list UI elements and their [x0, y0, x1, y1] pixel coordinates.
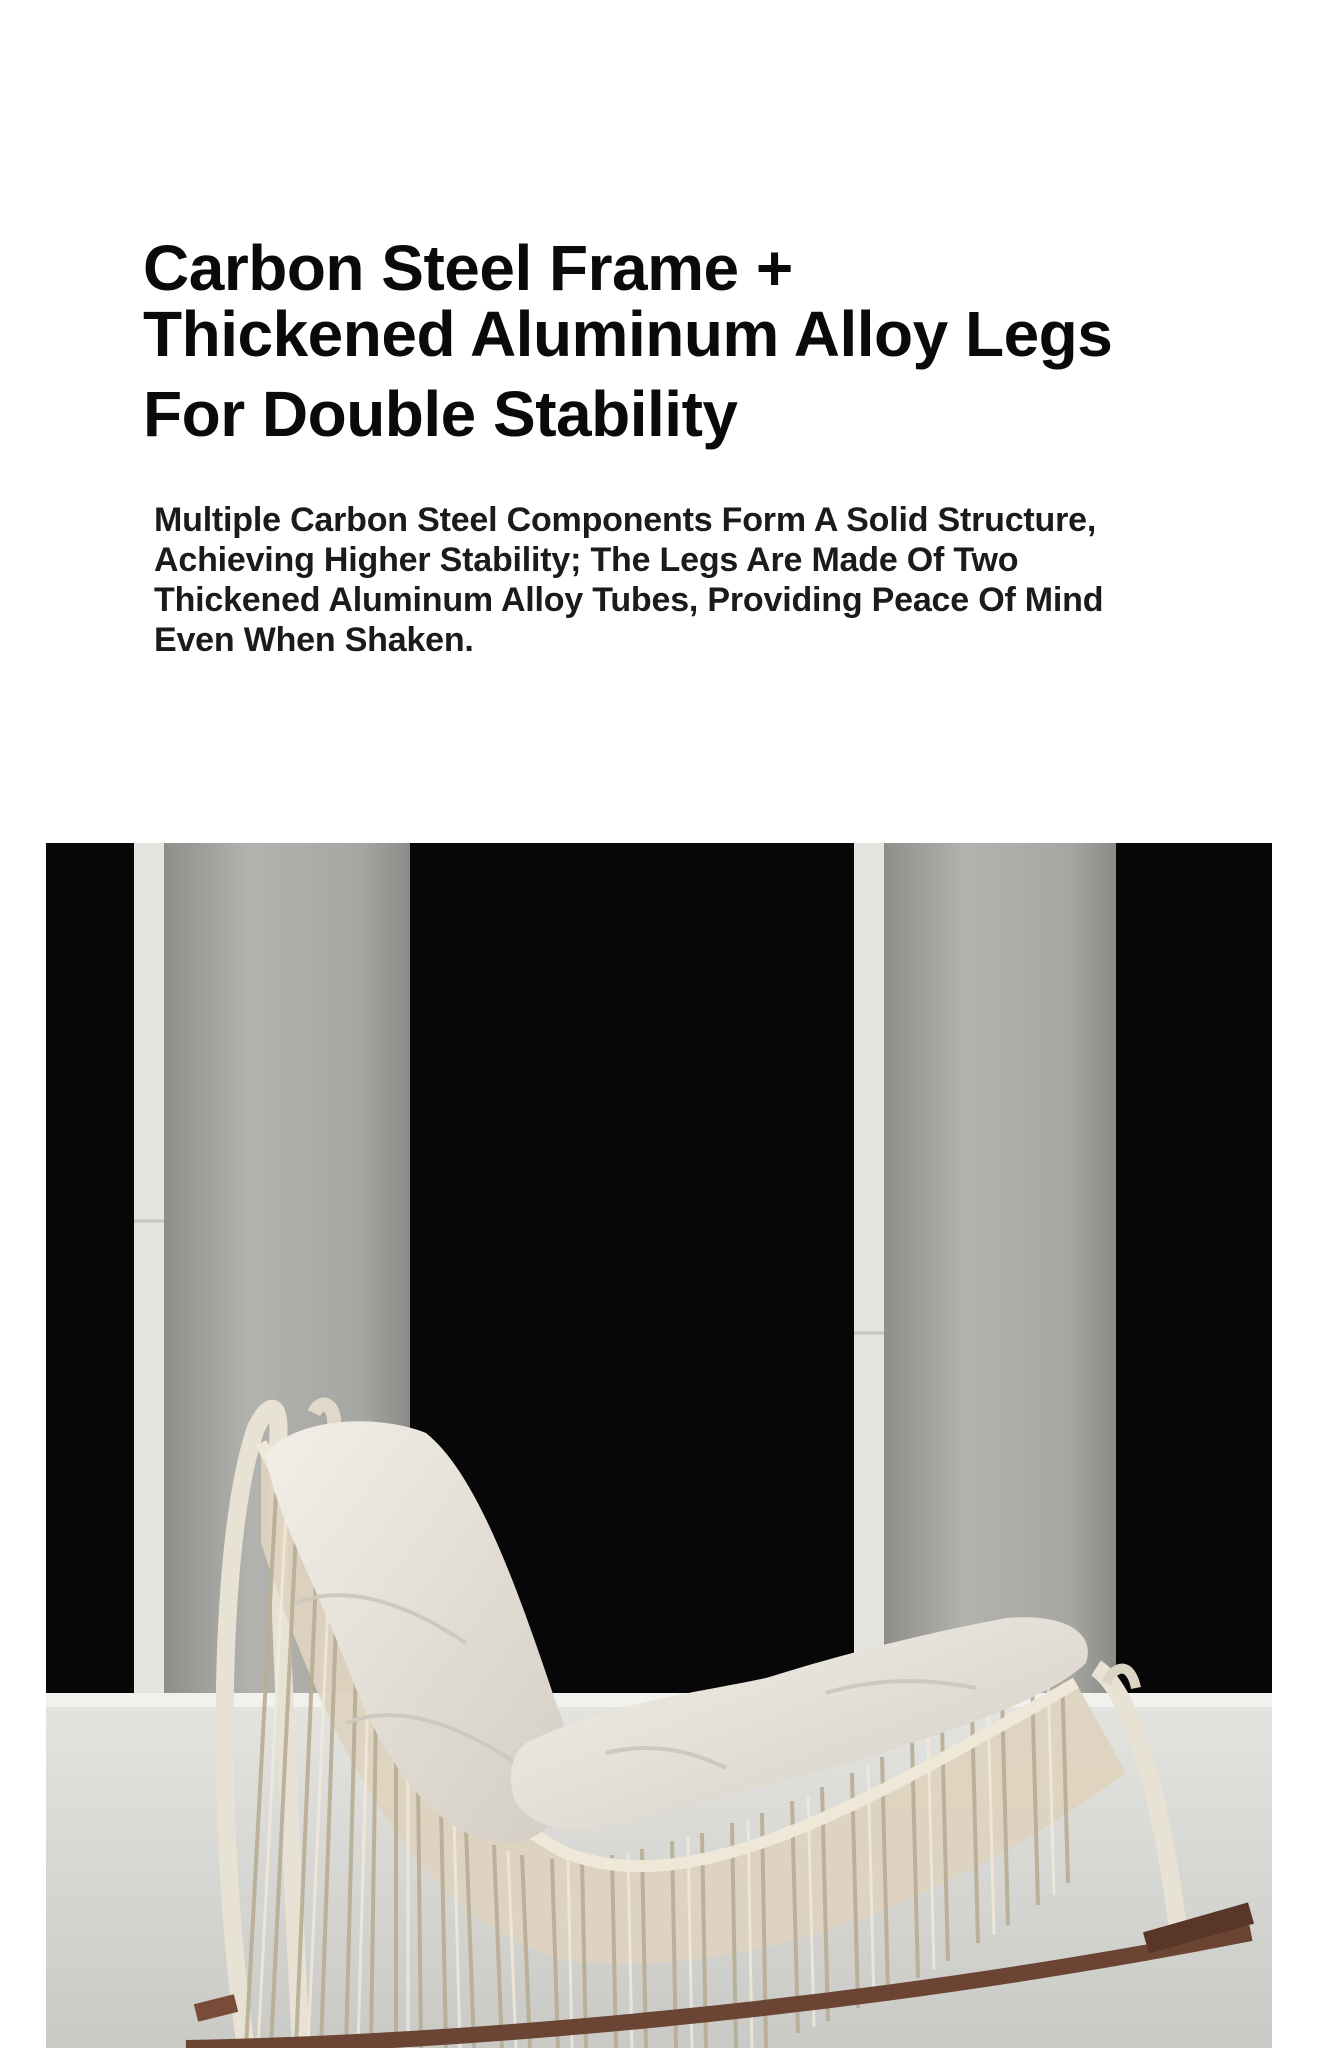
right-pillar	[854, 843, 1116, 1703]
headline-line-1: Carbon Steel Frame +	[143, 232, 793, 304]
rocking-chair-illustration	[46, 843, 1272, 2048]
headline-line-3: For Double Stability	[143, 378, 738, 450]
headline-line-2: Thickened Aluminum Alloy Legs	[143, 298, 1113, 370]
product-photo	[46, 843, 1272, 2048]
feature-description: Multiple Carbon Steel Components Form A Solid Structure, Achieving Higher Stability; The Legs Are Made Of Two Thickened Aluminum Alloy Tubes, Providing Peace Of Mind Even When Shaken.	[154, 501, 1104, 659]
headline	[143, 232, 1223, 450]
